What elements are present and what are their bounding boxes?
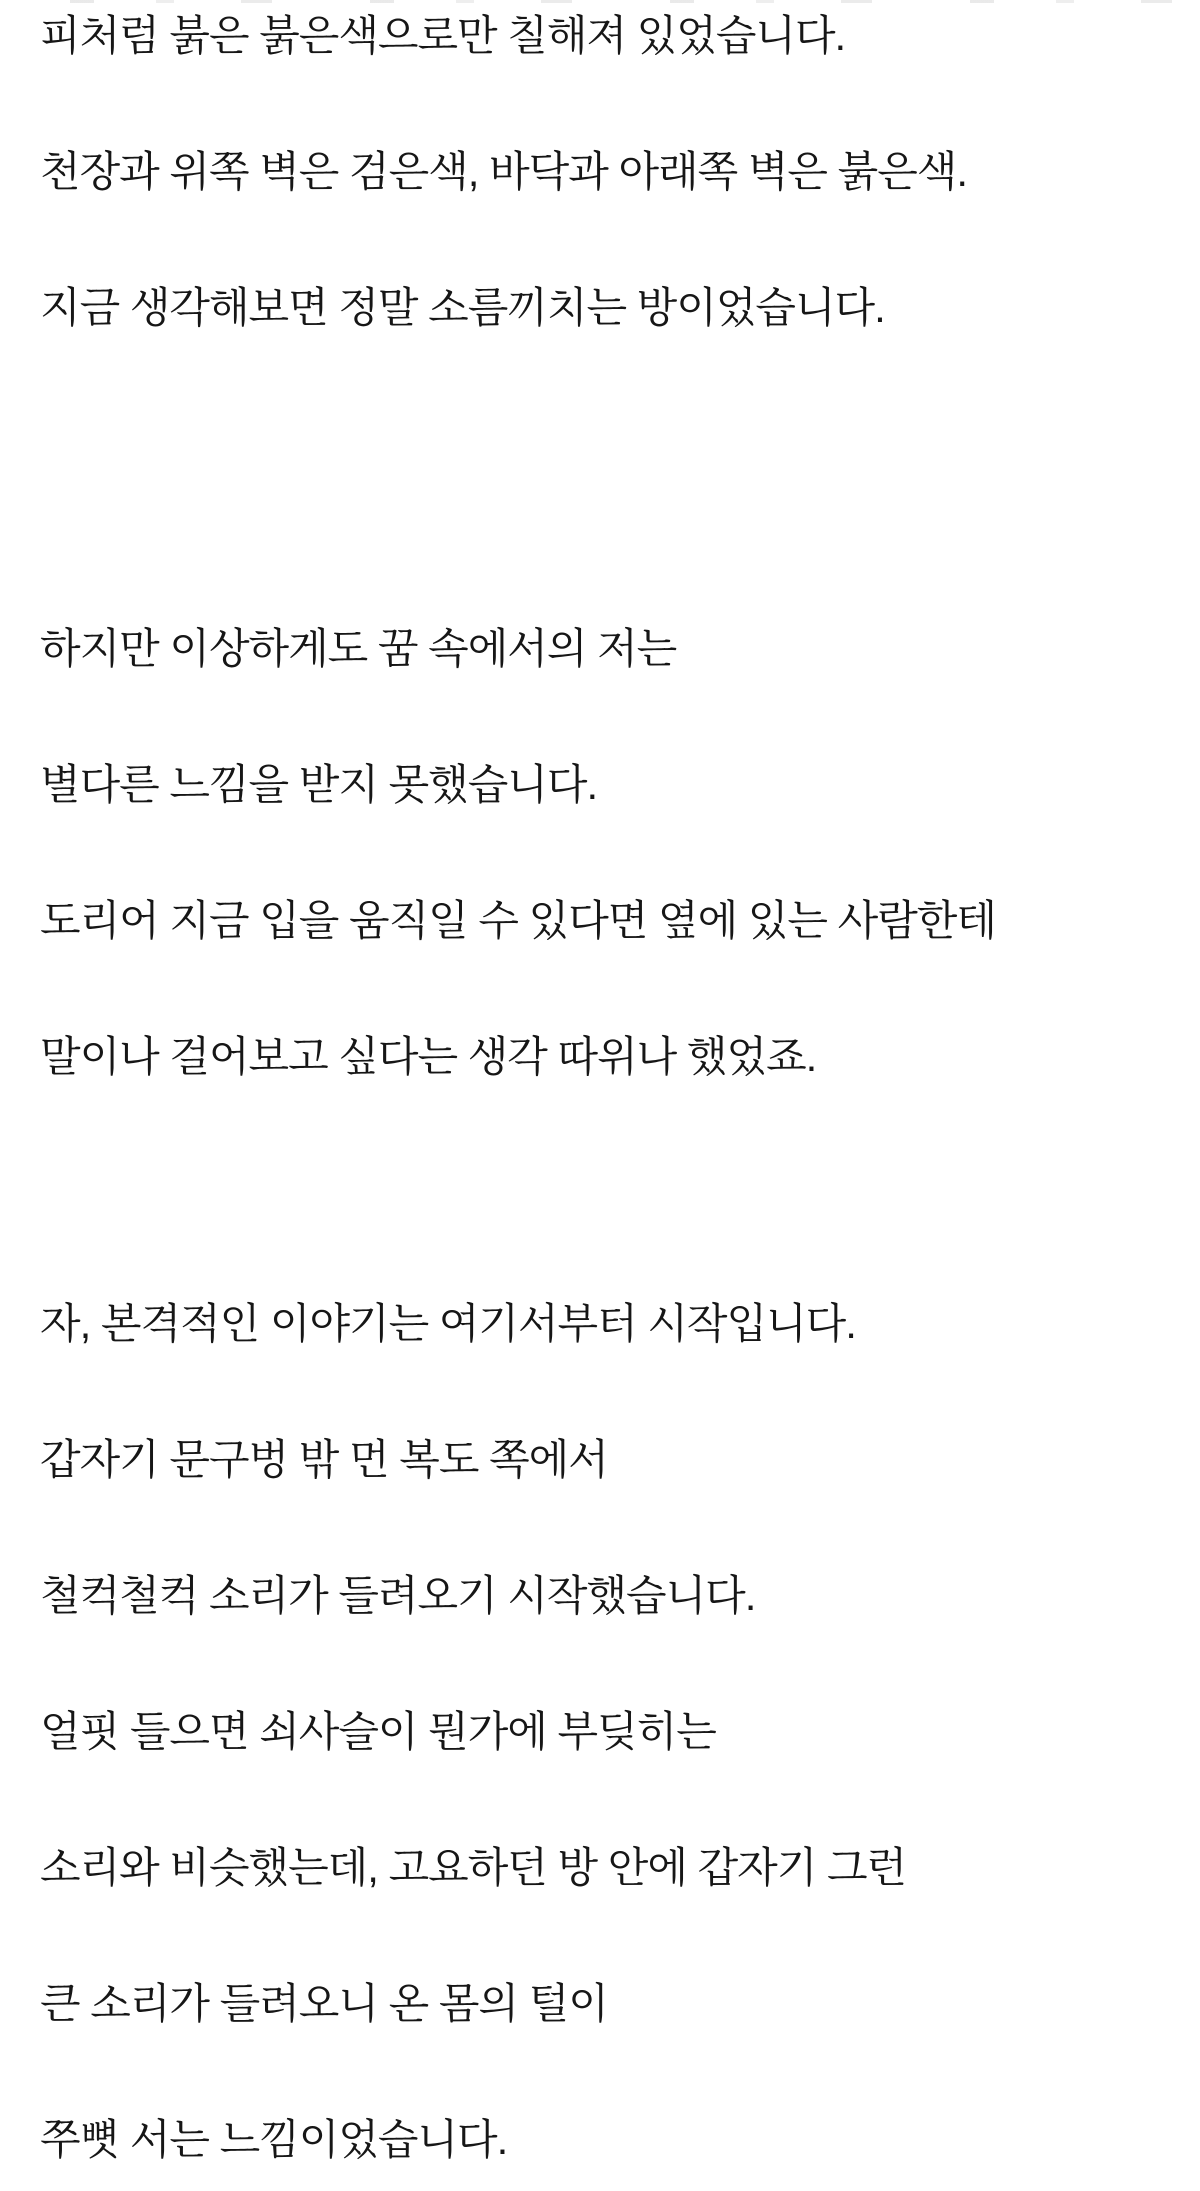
story-line: 하지만 이상하게도 꿈 속에서의 저는: [40, 625, 677, 672]
story-line: 자, 본격적인 이야기는 여기서부터 시작입니다.: [40, 1300, 856, 1347]
story-line: 소리와 비슷했는데, 고요하던 방 안에 갑자기 그런: [40, 1844, 907, 1891]
story-line: 별다른 느낌을 받지 못했습니다.: [40, 761, 598, 808]
story-line: 철컥철컥 소리가 들려오기 시작했습니다.: [40, 1572, 756, 1619]
story-line: 지금 생각해보면 정말 소름끼치는 방이었습니다.: [40, 284, 885, 331]
cropped-text-remnant: [36, 0, 1180, 3]
story-line: 도리어 지금 입을 움직일 수 있다면 옆에 있는 사람한테: [40, 897, 996, 944]
story-line: 갑자기 문구벙 밖 먼 복도 쪽에서: [40, 1436, 608, 1483]
story-line: 말이나 걸어보고 싶다는 생각 따위나 했었죠.: [40, 1033, 817, 1080]
story-line: 큰 소리가 들려오니 온 몸의 털이: [40, 1980, 608, 2027]
story-line: 얼핏 들으면 쇠사슬이 뭔가에 부딪히는: [40, 1708, 716, 1755]
story-line: 천장과 위쪽 벽은 검은색, 바닥과 아래쪽 벽은 붉은색.: [40, 148, 968, 195]
story-line: 쭈뼛 서는 느낌이었습니다.: [40, 2116, 508, 2163]
story-line: 피처럼 붉은 붉은색으로만 칠해져 있었습니다.: [40, 12, 846, 59]
